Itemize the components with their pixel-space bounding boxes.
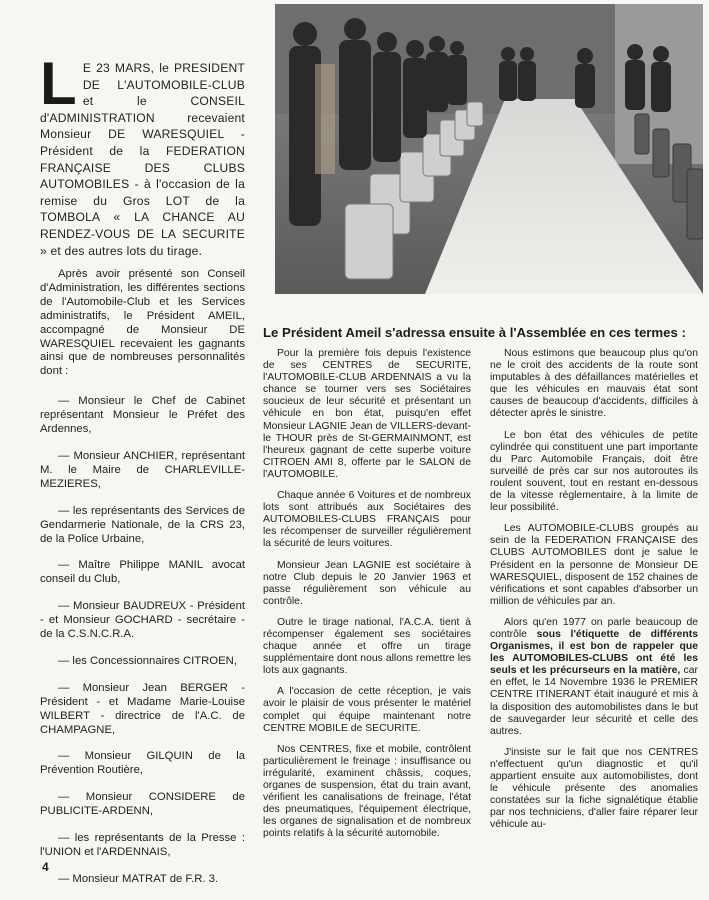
body-paragraph (490, 617, 698, 738)
body-paragraph: Monsieur Jean LAGNIE est sociétaire à notre Club depuis le 20 Janvier 1963 et passe régulièrement son véhicule au contrôle. (263, 559, 471, 607)
body-text: Alors qu'en 1977 on parle beaucoup de contrôle (490, 616, 698, 640)
intro-text: E 23 MARS, le PRESIDENT DE L'AUTOMOBILE-CLUB et le CONSEIL d'ADMINISTRATION recevaient Monsieur DE WARESQUIEL - Président de la FEDERATION FRANÇAISE DES CLUBS AUTOMOBILES - à l'occasion de la remise du Gros LOT de la TOMBOLA « LA CHANCE AU RENDEZ-VOUS DE LA SECURITE » et des autres lots du tirage. (40, 61, 245, 258)
body-column-a (263, 348, 471, 849)
guest-item: — Monsieur CONSIDERE de PUBLICITE-ARDENN, (40, 791, 245, 818)
body-text: car en effet, le 14 Novembre 1936 le PREMIER CENTRE ITINERANT était inauguré et mis à la disposition des automobilistes dans le but de sauvegarder leur sécurité et celle des autres. (490, 665, 698, 737)
guest-item: — Monsieur GILQUIN de la Prévention Routière, (40, 750, 245, 777)
emphasis-text: sous l'étiquette de différents Organismes, il est bon de rappeler que les AUTOMOBILES-CLUBS ont été les seuls et les précurseurs en la matière, (490, 628, 698, 677)
body-paragraph: Nos CENTRES, fixe et mobile, contrôlent particulièrement le freinage : insuffisance ou irrégularité, examinent châssis, coques, organes de suspension, état du train avant, vérifient les canalisations de freinage, l'état des pneumatiques, l'équipement électrique, les organes de signalisation et de nombreux points relatifs à la sécurité automobile. (263, 743, 471, 840)
section-headline: Le Président Ameil s'adressa ensuite à l'Assemblée en ces termes : (263, 325, 686, 340)
intro-paragraph (40, 50, 245, 259)
guest-list-column (40, 268, 245, 900)
guest-item: — Monsieur le Chef de Cabinet représentant Monsieur le Préfet des Ardennes, (40, 395, 245, 436)
page-number: 4 (42, 860, 49, 874)
guest-list-opening: Après avoir présenté son Conseil d'Administration, les différentes sections de l'Automobile-Club et les Services administratifs, le Président AMEIL, accompagné de Monsieur DE WARESQUIEL recevaient les gagnants ainsi que de nombreuses personnalités dont : (40, 268, 245, 378)
drop-cap: L (40, 50, 77, 117)
body-paragraph: Nous estimons que beaucoup plus qu'on ne le croit des accidents de la route sont imputables à des défaillances matérielles et que les véhicules en mauvais état sont causes de beaucoup d'accidents, difficiles à détecter après le sinistre. (490, 348, 698, 420)
guest-item: — Monsieur Jean BERGER - Président - et Madame Marie-Louise WILBERT - directrice de l'A.C. de CHAMPAGNE, (40, 681, 245, 736)
body-paragraph: Outre le tirage national, l'A.C.A. tient à récompenser également ses sociétaires chaque année et offre un tirage supplémentaire dont nous allons remettre les lots aux gagnants. (263, 616, 471, 677)
meeting-room-photo (275, 4, 703, 294)
guest-item: — Monsieur BAUDREUX - Président - et Monsieur GOCHARD - secrétaire - de la C.S.N.C.R.A. (40, 600, 245, 641)
guest-item: — les représentants des Services de Gendarmerie Nationale, de la CRS 23, de la Police Urbaine, (40, 504, 245, 545)
body-paragraph: Le bon état des véhicules de petite cylindrée qui constituent une part importante du Parc Automobile Français, doit être surveillé de près car sur nos autoroutes ils roulent souvent, tout en restant en-dessous de la vitesse réglementaire, à la limite de leur possibilité. (490, 429, 698, 514)
guest-item: — Maître Philippe MANIL avocat conseil du Club, (40, 559, 245, 586)
guest-item: — Monsieur MATRAT de F.R. 3. (58, 872, 219, 885)
body-paragraph: Chaque année 6 Voitures et de nombreux lots sont attribués aux Sociétaires des AUTOMOBILES-CLUBS FRANÇAIS pour les récompenser de surveiller régulièrement la sécurité de leurs voitures. (263, 490, 471, 550)
body-paragraph: J'insiste sur le fait que nos CENTRES n'effectuent qu'un diagnostic et qu'il appartient ensuite aux automobilistes, dont le véhicule présente des anomalies constatées sur la fiche signalétique établie par nos techniciens, d'aller faire réparer leur véhicule au- (490, 746, 698, 831)
body-paragraph: Les AUTOMOBILE-CLUBS groupés au sein de la FEDERATION FRANÇAISE des CLUBS AUTOMOBILES dont je salue le Président en la personne de Monsieur DE WARESQUIEL, disposent de 152 chaines de vérifications et sont capables d'absorber un million de véhicules par an. (490, 523, 698, 607)
body-column-b (490, 348, 698, 840)
guest-item: — Monsieur ANCHIER, représentant M. le Maire de CHARLEVILLE-MEZIERES, (40, 449, 245, 490)
guest-item: — les Concessionnaires CITROEN, (58, 654, 237, 667)
guest-item: — les représentants de la Presse : l'UNION et l'ARDENNAIS, (40, 832, 245, 858)
body-paragraph: A l'occasion de cette réception, je vais avoir le plaisir de vous présenter le matériel complet qui équipe maintenant notre CENTRE MOBILE de SECURITE. (263, 686, 471, 734)
body-paragraph: Pour la première fois depuis l'existence de ses CENTRES de SECURITE, l'AUTOMOBILE-CLUB ARDENNAIS a vu la chance se tourner vers ses Sociétaires soucieux de leur sécurité et présentant un véhicule en bon état, puisqu'en effet Monsieur LAGNIE Jean de VILLERS-devant-le THOUR près de St-GERMAINMONT, est l'heureux gagnant de cette superbe voiture CITROEN AMI 8, offerte par le SALON de l'AUTOMOBILE. (263, 348, 471, 480)
